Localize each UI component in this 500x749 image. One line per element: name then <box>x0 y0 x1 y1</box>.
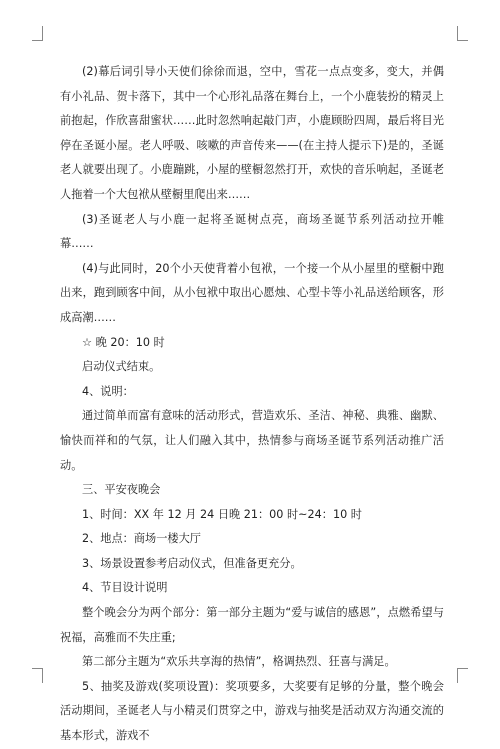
paragraph-part-two: 第二部分主题为“欢乐共享海的热情”，格调热烈、狂喜与满足。 <box>82 655 396 669</box>
paragraph-scene-2: (2)幕后词引导小天使们徐徐而退，空中，雪花一点点变多，变大，并偶有小礼品、贺卡落下，其中一个心形礼品落在舞台上，一个小鹿装扮的精灵上前抱起，作欣喜甜蜜状……此时忽然响起敲门声，小鹿顾盼四周，最后将目光停在圣诞小屋。老人呼吸、咳嗽的声音传来——(在主持人提示下)是的，圣诞老人就要出现了。小鹿蹦跳，小屋的壁橱忽然打开，欢快的音乐响起，圣诞老人拖着一个大包袱从壁橱里爬出来…… <box>60 65 444 201</box>
paragraph-lottery-games: 5、抽奖及游戏(奖项设置)：奖项要多，大奖要有足够的分量，整个晚会活动期间，圣诞老人与小精灵们贯穿之中，游戏与抽奖是活动双方沟通交流的基本形式，游戏不 <box>60 679 444 743</box>
crop-mark-bottom-left <box>32 668 43 683</box>
item-location: 2、地点：商场一楼大厅 <box>82 532 201 546</box>
document-body <box>60 60 444 749</box>
item-program-design: 4、节目设计说明 <box>82 581 168 595</box>
paragraph-scene-4: (4)与此同时，20个小天使背着小包袱，一个接一个从小屋里的壁橱中跑出来，跑到顾客中间，从小包袱中取出心愿烛、心型卡等小礼品送给顾客，形成高潮…… <box>60 261 444 324</box>
item-scene-setup: 3、场景设置参考启动仪式，但准备更充分。 <box>82 556 302 570</box>
crop-mark-bottom-right <box>457 668 468 683</box>
section-heading-notes: 4、说明： <box>82 384 134 398</box>
paragraph-ceremony-end: 启动仪式结束。 <box>82 360 161 374</box>
item-time: 1、时间：XX 年 12 月 24 日晚 21：00 时~24：10 时 <box>82 507 362 521</box>
crop-mark-top-right <box>457 26 468 41</box>
paragraph-scene-3: (3)圣诞老人与小鹿一起将圣诞树点亮，商场圣诞节系列活动拉开帷幕…… <box>60 212 444 251</box>
crop-mark-top-left <box>32 26 43 41</box>
paragraph-notes: 通过简单而富有意味的活动形式，营造欢乐、圣洁、神秘、典雅、幽默、愉快而祥和的气氛，让人们融入其中，热情参与商场圣诞节系列活动推广活动。 <box>60 409 444 472</box>
time-heading: ☆ 晚 20：10 时 <box>82 335 165 349</box>
section-heading-eve-party: 三、平安夜晚会 <box>82 483 161 497</box>
paragraph-part-one: 整个晚会分为两个部分：第一部分主题为“爱与诚信的感恩”，点燃希望与祝福，高雅而不失庄重; <box>60 606 444 644</box>
